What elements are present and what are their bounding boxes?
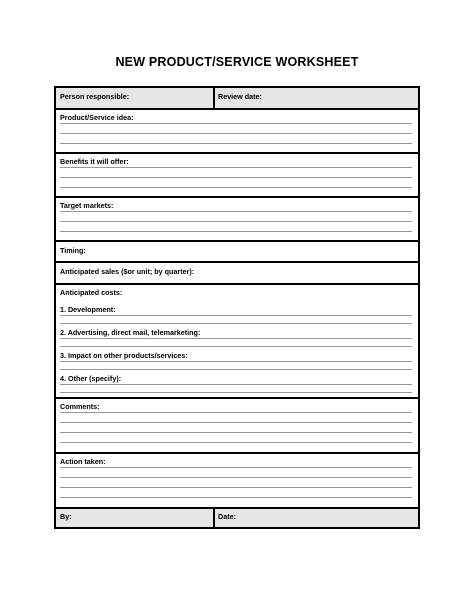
- write-line[interactable]: [60, 346, 412, 347]
- write-line[interactable]: [60, 221, 412, 222]
- cost-item-advertising: 2. Advertising, direct mail, telemarketing:: [60, 328, 201, 337]
- write-line[interactable]: [60, 338, 412, 339]
- review-date-field[interactable]: Review date:: [218, 92, 262, 101]
- write-line[interactable]: [60, 467, 412, 468]
- cost-item-impact: 3. Impact on other products/services:: [60, 351, 188, 360]
- write-line[interactable]: [60, 477, 412, 478]
- write-line[interactable]: [60, 133, 412, 134]
- comments-label: Comments:: [60, 402, 100, 411]
- timing-section: [56, 242, 418, 263]
- anticipated-costs-section: [56, 285, 418, 399]
- cost-item-other: 4. Other (specify):: [60, 374, 122, 383]
- worksheet-form: [54, 86, 420, 529]
- comments-section: [56, 399, 418, 454]
- header-row: [56, 88, 418, 110]
- benefits-label: Benefits it will offer:: [60, 157, 129, 166]
- write-line[interactable]: [60, 442, 412, 443]
- write-line[interactable]: [60, 323, 412, 324]
- write-line[interactable]: [60, 422, 412, 423]
- cost-item-development: 1. Development:: [60, 305, 116, 314]
- anticipated-sales-section: [56, 263, 418, 285]
- date-field[interactable]: Date:: [218, 512, 236, 521]
- write-line[interactable]: [60, 315, 412, 316]
- write-line[interactable]: [60, 412, 412, 413]
- product-idea-label: Product/Service idea:: [60, 113, 134, 122]
- write-line[interactable]: [60, 384, 412, 385]
- action-taken-label: Action taken:: [60, 457, 106, 466]
- write-line[interactable]: [60, 123, 412, 124]
- benefits-section: [56, 154, 418, 198]
- write-line[interactable]: [60, 187, 412, 188]
- signoff-row: [56, 509, 418, 527]
- write-line[interactable]: [60, 143, 412, 144]
- write-line[interactable]: [60, 497, 412, 498]
- write-line[interactable]: [60, 231, 412, 232]
- product-idea-section: [56, 110, 418, 154]
- anticipated-costs-label: Anticipated costs:: [60, 288, 123, 297]
- person-responsible-field[interactable]: Person responsible:: [60, 92, 130, 101]
- target-markets-label: Target markets:: [60, 201, 114, 210]
- write-line[interactable]: [60, 167, 412, 168]
- column-divider: [213, 509, 215, 527]
- write-line[interactable]: [60, 177, 412, 178]
- write-line[interactable]: [60, 432, 412, 433]
- column-divider: [213, 88, 215, 108]
- write-line[interactable]: [60, 392, 412, 393]
- timing-field[interactable]: Timing:: [60, 246, 86, 255]
- write-line[interactable]: [60, 369, 412, 370]
- page-title: NEW PRODUCT/SERVICE WORKSHEET: [115, 55, 359, 69]
- target-markets-section: [56, 198, 418, 242]
- write-line[interactable]: [60, 487, 412, 488]
- write-line[interactable]: [60, 211, 412, 212]
- anticipated-sales-field[interactable]: Anticipated sales ($or unit; by quarter):: [60, 267, 195, 276]
- write-line[interactable]: [60, 361, 412, 362]
- action-taken-section: [56, 454, 418, 509]
- by-field[interactable]: By:: [60, 512, 72, 521]
